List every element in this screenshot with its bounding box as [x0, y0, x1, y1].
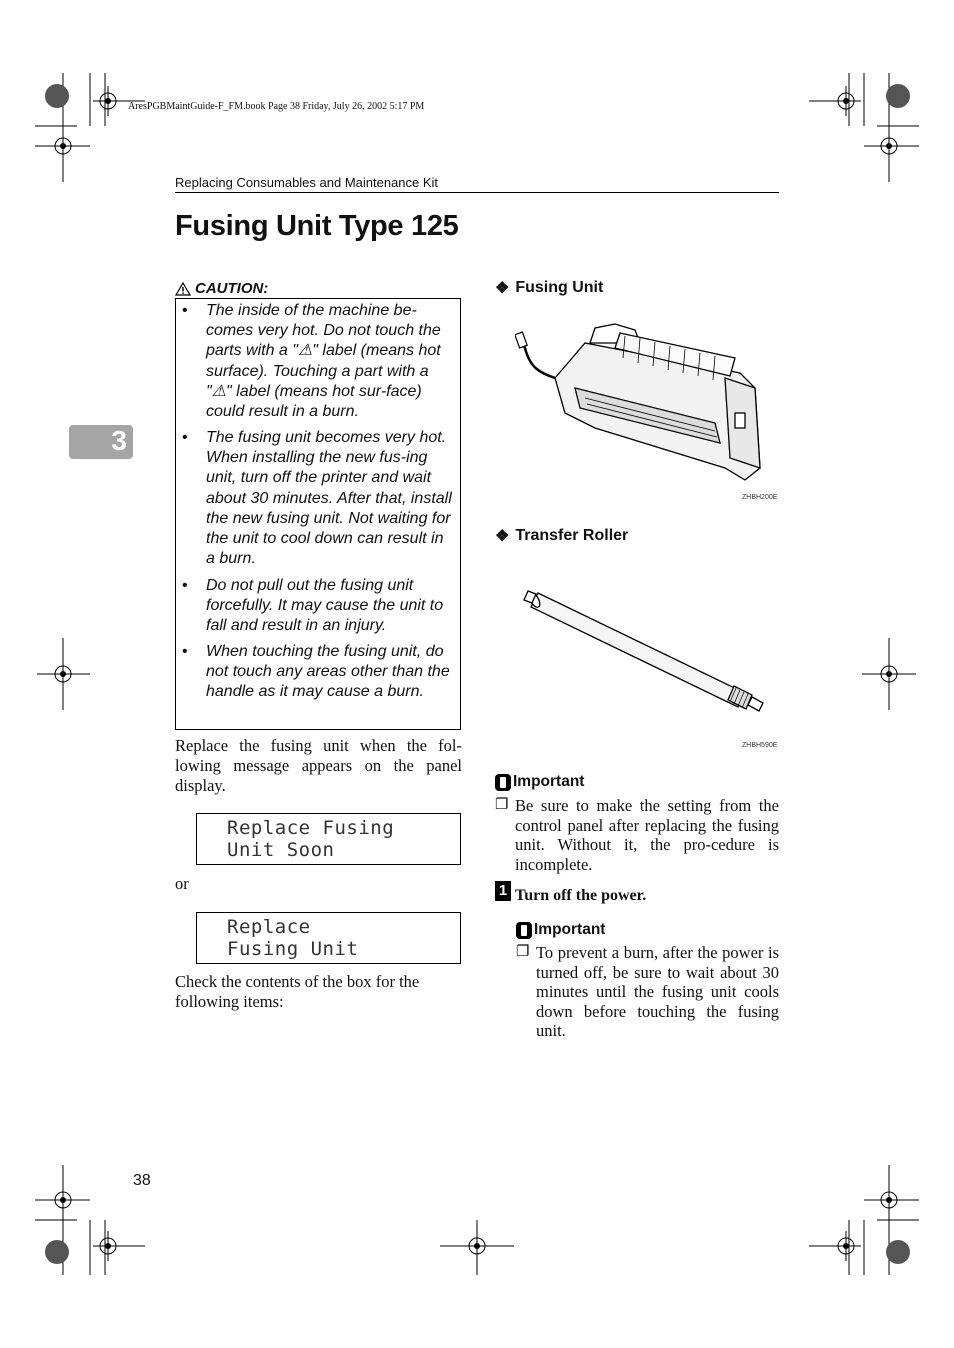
caution-item-text: The inside of the machine be-comes very hot. Do not touch the parts with a "⚠" label (means hot surface). Touching a part with a "⚠" label (means hot sur-face) could result in a burn.	[206, 302, 441, 421]
caution-box	[175, 298, 461, 730]
checkbox-icon: ❐	[516, 944, 530, 960]
bullet-icon: •	[182, 429, 188, 446]
figure-code: ZHBH590E	[742, 742, 778, 749]
fusing-unit-illustration	[515, 318, 770, 488]
or-text: or	[175, 874, 189, 893]
important-note-text: To prevent a burn, after the power is turned off, be sure to wait about 30 minutes until the fusing unit cools down before touching the fusing unit.	[536, 943, 779, 1041]
caution-item-text: Do not pull out the fusing unit forcefully. It may cause the unit to fall and result in an injury.	[206, 577, 444, 635]
caution-item-text: When touching the fusing unit, do not touch any areas other than the handle as it may cause a burn.	[206, 643, 450, 701]
important-note-text: Be sure to make the setting from the control panel after replacing the fusing unit. Without it, the pro-cedure is incomplete.	[515, 796, 779, 874]
bullet-icon: •	[182, 577, 188, 594]
figure-heading-transfer-roller	[495, 526, 628, 546]
header-rule	[175, 192, 779, 193]
figure-code: ZHBH200E	[742, 494, 778, 501]
running-header: Replacing Consumables and Maintenance Kit	[175, 175, 439, 190]
caution-item	[182, 301, 454, 422]
lcd-line: Replace Fusing	[227, 817, 395, 839]
important-icon	[495, 774, 511, 791]
diamond-bullet-icon: ❖	[495, 280, 510, 297]
caution-label-text: CAUTION:	[195, 280, 269, 297]
figure-heading-text: Transfer Roller	[515, 527, 629, 544]
check-text: Check the contents of the box for the following items:	[175, 972, 420, 1011]
warning-icon	[175, 282, 191, 296]
diamond-bullet-icon: ❖	[495, 528, 510, 545]
chapter-number: 3	[111, 425, 127, 456]
figure-heading-fusing-unit	[495, 278, 603, 298]
lcd-display-2	[196, 912, 461, 964]
file-info: AresPGBMaintGuide-F_FM.book Page 38 Friday, July 26, 2002 5:17 PM	[128, 101, 425, 112]
figure-heading-text: Fusing Unit	[515, 279, 604, 296]
important-note	[495, 796, 779, 874]
bullet-icon: •	[182, 643, 188, 660]
page-number: 38	[133, 1172, 151, 1189]
important-label: Important	[513, 773, 585, 790]
chapter-tab	[69, 425, 133, 459]
step-text: Turn off the power.	[515, 887, 647, 904]
lcd-line: Unit Soon	[227, 839, 335, 861]
bullet-icon: •	[182, 302, 188, 319]
step-number: 1	[495, 881, 511, 901]
important-icon	[516, 922, 532, 939]
caution-item	[182, 428, 454, 569]
caution-item	[182, 642, 454, 703]
intro-text: Replace the fusing unit when the fol-lowing message appears on the panel display.	[175, 736, 462, 795]
transfer-roller-illustration	[520, 585, 770, 720]
checkbox-icon: ❐	[495, 797, 509, 813]
important-heading	[516, 921, 605, 939]
caution-item	[182, 576, 454, 637]
important-heading	[495, 773, 584, 791]
page-title: Fusing Unit Type 125	[175, 210, 459, 242]
important-note	[516, 943, 779, 1041]
lcd-line: Fusing Unit	[227, 938, 359, 960]
important-label: Important	[534, 921, 606, 938]
lcd-line: Replace	[227, 916, 311, 938]
lcd-display-1	[196, 813, 461, 865]
caution-label	[175, 280, 268, 297]
caution-item-text: The fusing unit becomes very hot. When installing the new fus-ing unit, turn off the printer and wait about 30 minutes. After that, install the new fusing unit. Not waiting for the unit to cool down can result in a burn.	[206, 429, 452, 568]
